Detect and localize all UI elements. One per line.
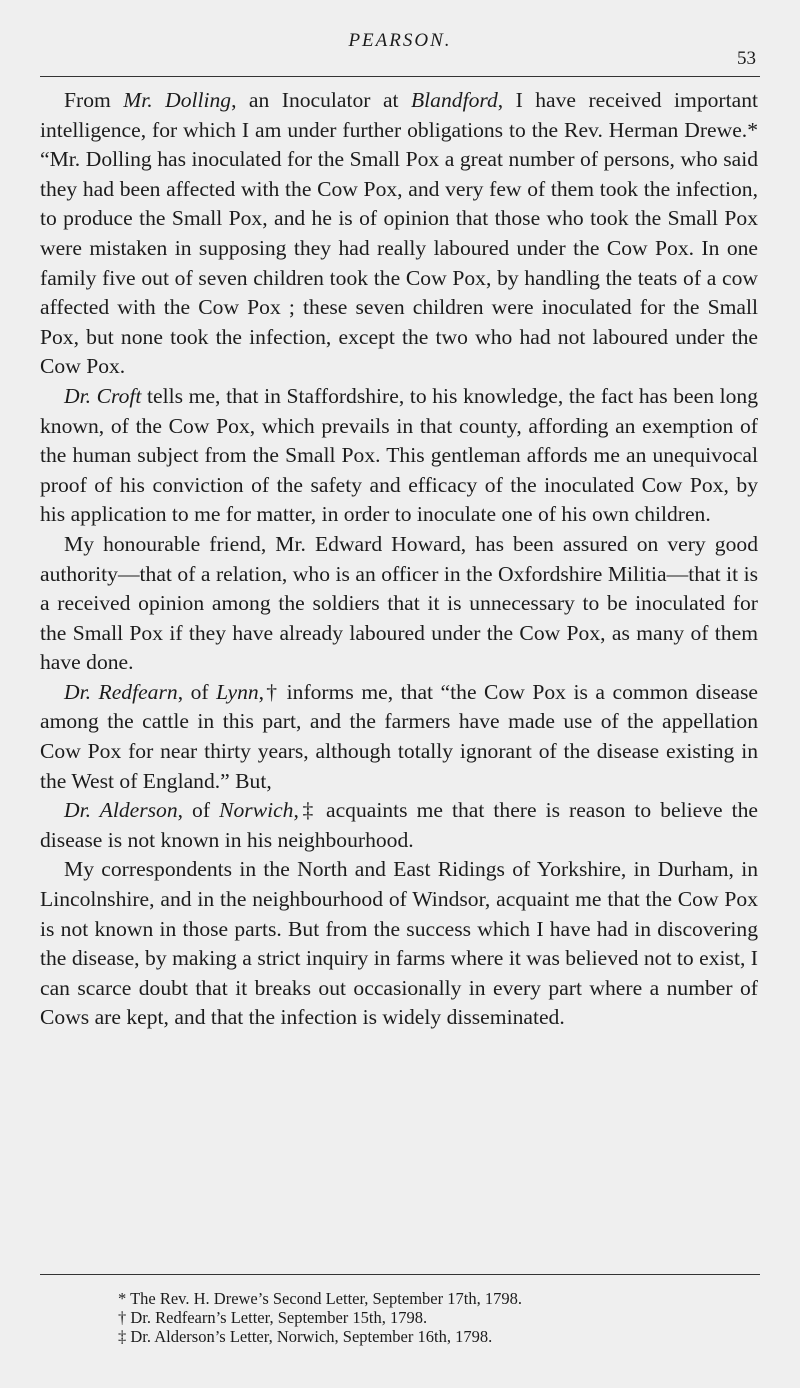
footnote-redfearn: † Dr. Redfearn’s Letter, September 15th, 1798. <box>118 1308 428 1327</box>
header-rule <box>40 76 760 77</box>
place-lynn: Lynn <box>216 679 259 704</box>
page-number: 53 <box>737 48 756 69</box>
text-run: , an Inoculator at <box>231 88 411 112</box>
footnote-rule <box>40 1274 760 1275</box>
running-head: PEARSON. <box>348 30 452 51</box>
place-blandford: Blandford <box>410 88 498 112</box>
text-run: My honourable friend, Mr. Edward Howard, has been assured on very good authority—that of a relation, who is an officer in the Oxfordshire Militia—that it is a received opinion among the soldiers that it is unnecessary to be inoculated for the Small Pox if they have already laboured under the Cow Pox, as many of them have done. <box>40 531 758 675</box>
footnote-alderson: ‡ Dr. Alderson’s Letter, Norwich, September 16th, 1798. <box>118 1327 493 1346</box>
place-norwich: Norwich <box>219 798 294 823</box>
paragraph-redfearn <box>40 678 758 796</box>
footnotes <box>118 1289 760 1346</box>
paragraph-dolling <box>40 86 758 382</box>
paragraph-correspondents <box>40 855 758 1033</box>
text-run: From <box>64 88 124 112</box>
name-dolling: Mr. Dolling <box>123 88 232 112</box>
name-redfearn: Dr. Redfearn <box>64 679 178 704</box>
name-alderson: Dr. Alderson <box>64 798 178 823</box>
name-croft: Dr. Croft <box>64 383 142 408</box>
paragraph-croft <box>40 382 758 530</box>
text-run: My correspondents in the North and East Ridings of Yorkshire, in Durham, in Lincolnshire, and in the neighbourhood of Windsor, acquaint me that the Cow Pox is not known in those parts. But from the success which I have had in discovering the disease, by making a strict inquiry in farms where it was believed not to exist, I can scarce doubt that it breaks out occasionally in every part where a number of Cows are kept, and that the infection is widely disseminated. <box>40 857 758 1030</box>
text-run: tells me, that in Staffordshire, to his knowledge, the fact has been long known, of the Cow Pox, which prevails in that county, affording an exemption of the human subject from the Small Pox. This gentleman affords me an unequivocal proof of his conviction of the safety and efficacy of the inoculated Cow Pox, by his application to me for matter, in order to inoculate one of his own children. <box>40 383 759 527</box>
text-run: ,† informs me, that “the Cow Pox is a common disease among the cattle in this part, and the farmers have made use of the appellation Cow Pox for near thirty years, although totally ignorant of the disease existing in the West of England.” But, <box>40 679 758 793</box>
paragraph-alderson <box>40 796 758 855</box>
text-run: , of <box>177 798 220 823</box>
paragraph-howard <box>40 530 758 678</box>
text-run: ,‡ acquaints me that there is reason to believe the disease is not known in his neighbourhood. <box>40 798 759 852</box>
footnote-drewe: * The Rev. H. Drewe’s Second Letter, September 17th, 1798. <box>118 1289 522 1308</box>
body-text <box>40 86 758 1033</box>
text-run: , I have received important intelligence, for which I am under further obligations to the Rev. Herman Drewe.* “Mr. Dolling has inoculated for the Small Pox a great number of persons, who said they had been affected with the Cow Pox, and very few of them took the infection, to produce the Small Pox, and he is of opinion that those who took the Small Pox were mistaken in supposing they had really laboured under the Cow Pox. In one family five out of seven children took the Cow Pox, by handling the teats of a cow affected with the Cow Pox ; these seven children were inoculated for the Small Pox, but none took the infection, except the two who had not laboured under the Cow Pox. <box>40 88 758 379</box>
text-run: , of <box>177 679 217 704</box>
